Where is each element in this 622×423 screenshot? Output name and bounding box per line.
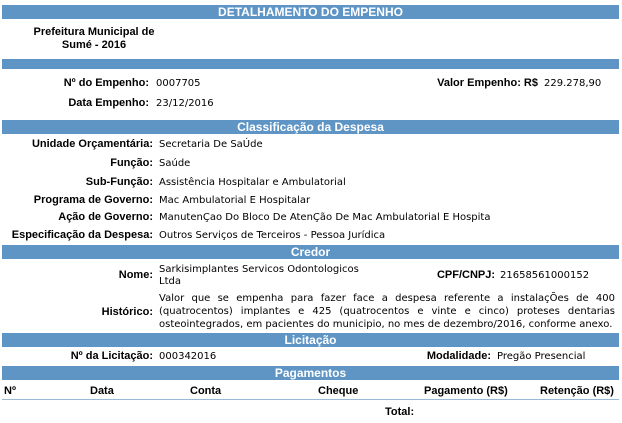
municipality-name: Prefeitura Municipal de Sumé - 2016 bbox=[33, 26, 155, 51]
col-retencao: Retenção (R$) bbox=[540, 385, 614, 397]
page-title-bar bbox=[2, 5, 619, 19]
classificacao-title: Classificação da Despesa bbox=[237, 120, 384, 134]
credor-bar bbox=[2, 245, 619, 259]
col-cheque: Cheque bbox=[318, 385, 359, 397]
acao-value: ManutenÇao Do Bloco De AtenÇão De Mac Ambulatorial E Hospita bbox=[159, 212, 491, 223]
empenho-value: 229.278,90 bbox=[544, 78, 602, 89]
cpf-value: 21658561000152 bbox=[500, 270, 590, 281]
licitacao-bar bbox=[2, 333, 619, 347]
funcao-label: Função: bbox=[110, 157, 153, 169]
acao-label: Ação de Governo: bbox=[58, 211, 153, 223]
credor-name-label: Nome: bbox=[118, 269, 153, 281]
separator-bar bbox=[2, 59, 619, 69]
programa-label: Programa de Governo: bbox=[33, 194, 153, 206]
total-label: Total: bbox=[385, 406, 415, 418]
licitacao-number: 000342016 bbox=[159, 351, 217, 362]
unidade-label: Unidade Orçamentária: bbox=[31, 138, 153, 150]
programa-value: Mac Ambulatorial E Hospitalar bbox=[159, 195, 311, 206]
subfuncao-label: Sub-Função: bbox=[85, 176, 153, 188]
empenho-date: 23/12/2016 bbox=[156, 98, 214, 109]
empenho-date-label: Data Empenho: bbox=[68, 97, 149, 109]
unidade-value: Secretaria De SaÚde bbox=[159, 139, 263, 150]
subfuncao-value: Assistência Hospitalar e Ambulatorial bbox=[159, 177, 346, 188]
especificacao-value: Outros Serviços de Terceiros - Pessoa Jurídica bbox=[159, 230, 386, 241]
table-divider bbox=[2, 399, 619, 400]
col-numero: Nº bbox=[4, 385, 16, 397]
pagamentos-title: Pagamentos bbox=[274, 366, 347, 380]
licitacao-number-label: Nº da Licitação: bbox=[70, 350, 153, 362]
modalidade-value: Pregão Presencial bbox=[497, 351, 586, 362]
empenho-value-label: Valor Empenho: R$ bbox=[437, 77, 538, 89]
empenho-number: 0007705 bbox=[156, 78, 201, 89]
col-pagamento: Pagamento (R$) bbox=[424, 385, 508, 397]
cpf-label: CPF/CNPJ: bbox=[436, 269, 495, 281]
classificacao-bar bbox=[2, 120, 619, 134]
pagamentos-bar bbox=[2, 366, 619, 380]
funcao-value: Saúde bbox=[159, 158, 191, 169]
credor-title: Credor bbox=[290, 245, 331, 259]
col-data: Data bbox=[90, 385, 114, 397]
page-title: DETALHAMENTO DO EMPENHO bbox=[218, 5, 403, 19]
credor-name: Sarkisimplantes Servicos Odontologicos Ltda bbox=[159, 264, 359, 287]
licitacao-title: Licitação bbox=[284, 333, 337, 347]
especificacao-label: Especificação da Despesa: bbox=[11, 229, 153, 241]
modalidade-label: Modalidade: bbox=[426, 350, 491, 362]
historico-label: Histórico: bbox=[101, 306, 153, 318]
historico-text: Valor que se empenha para fazer face a despesa referente a instalaçÕes de 400 (quatrocentos) implantes e 425 (quatrocentos e vinte e cinco) proteses dentarias osteointegrados, em pacientes do municipio, no mes de dezembro/2016, conforme anexo. bbox=[159, 293, 615, 330]
empenho-number-label: Nº do Empenho: bbox=[63, 77, 149, 89]
col-conta: Conta bbox=[190, 385, 222, 397]
